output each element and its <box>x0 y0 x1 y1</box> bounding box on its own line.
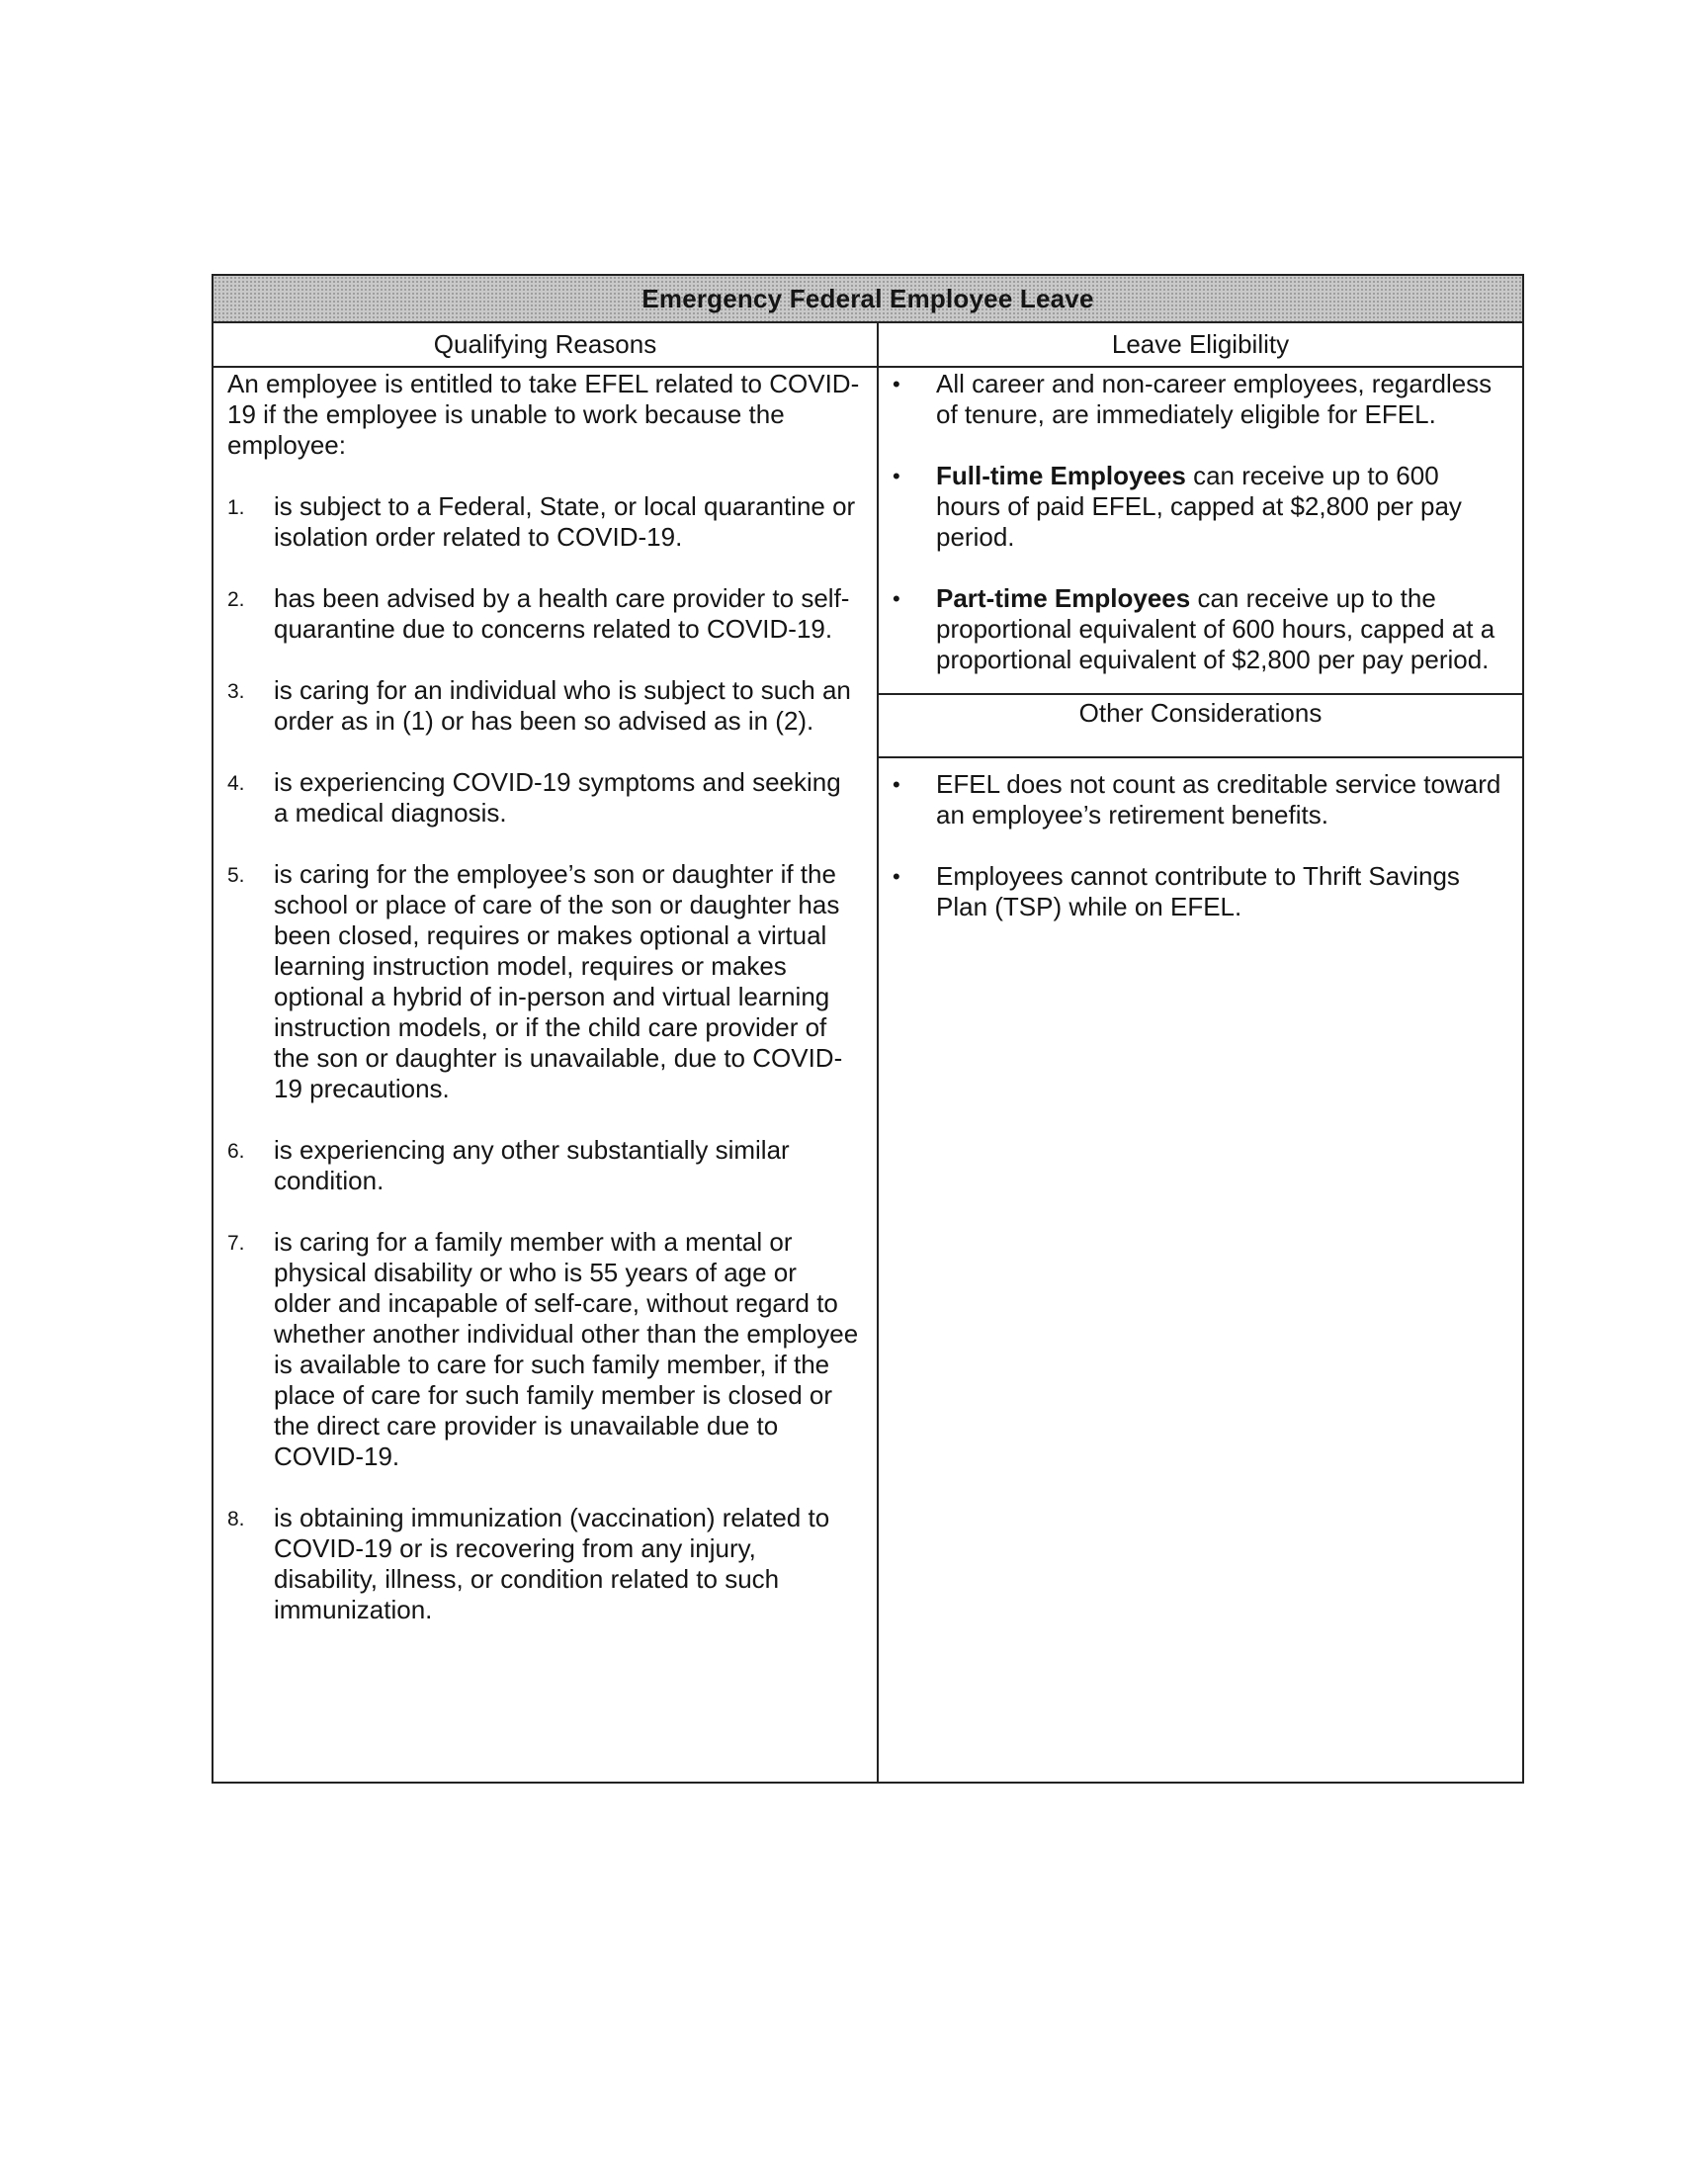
reason-text: is experiencing any other substantially similar condition. <box>274 1135 790 1195</box>
reason-text: is experiencing COVID-19 symptoms and seeking a medical diagnosis. <box>274 767 841 828</box>
bullet-icon: • <box>893 772 900 797</box>
consideration-text: EFEL does not count as creditable service toward an employee’s retirement benefits. <box>936 769 1501 830</box>
leave-eligibility-header: Leave Eligibility <box>879 323 1522 368</box>
reason-text: is subject to a Federal, State, or local quarantine or isolation order related to COVID-19. <box>274 491 856 552</box>
reason-number: 1. <box>227 496 245 519</box>
reason-number: 7. <box>227 1232 245 1255</box>
reason-item <box>227 583 860 645</box>
reason-text: is obtaining immunization (vaccination) related to COVID-19 or is recovering from any injury, disability, illness, or condition related to such immunization. <box>274 1503 830 1624</box>
consideration-item <box>879 769 1502 830</box>
bullet-icon: • <box>893 372 900 396</box>
consideration-text: Employees cannot contribute to Thrift Savings Plan (TSP) while on EFEL. <box>936 861 1460 921</box>
reason-item <box>227 1135 860 1196</box>
eligibility-text: All career and non-career employees, regardless of tenure, are immediately eligible for EFEL. <box>936 369 1493 429</box>
reason-item <box>227 1227 860 1472</box>
eligibility-item <box>879 461 1502 553</box>
eligibility-list <box>879 369 1522 675</box>
bullet-icon: • <box>893 464 900 488</box>
bullet-icon: • <box>893 586 900 611</box>
qualifying-reasons-header: Qualifying Reasons <box>214 323 877 368</box>
bullet-icon: • <box>893 864 900 889</box>
reason-number: 3. <box>227 680 245 703</box>
reason-item <box>227 859 860 1104</box>
reason-number: 6. <box>227 1140 245 1163</box>
eligibility-bold-label: Full-time Employees <box>936 461 1186 490</box>
reason-text: is caring for an individual who is subject to such an order as in (1) or has been so advised as in (2). <box>274 675 851 736</box>
consideration-item <box>879 861 1502 922</box>
reason-item <box>227 767 860 829</box>
table-title: Emergency Federal Employee Leave <box>214 276 1522 323</box>
eligibility-bold-label: Part-time Employees <box>936 583 1191 613</box>
intro-text: An employee is entitled to take EFEL related to COVID-19 if the employee is unable to work because the employee: <box>227 369 860 460</box>
reason-item <box>227 675 860 737</box>
eligibility-text: can receive up to the proportional equivalent of 600 hours, capped at a proportional equivalent of $2,800 per pay period. <box>936 583 1495 674</box>
reason-text: is caring for the employee’s son or daughter if the school or place of care of the son or daughter has been closed, requires or makes optional a virtual learning instruction model, requires or makes optional a hybrid of in-person and virtual learning instruction models, or if the child care provider of the son or daughter is unavailable, due to COVID-19 precautions. <box>274 859 843 1103</box>
reason-item <box>227 491 860 553</box>
reason-text: has been advised by a health care provider to self-quarantine due to concerns related to COVID-19. <box>274 583 850 644</box>
efel-table <box>212 274 1524 1784</box>
reason-number: 4. <box>227 772 245 795</box>
leave-eligibility-column <box>879 369 1522 953</box>
qualifying-reasons-column <box>227 369 860 1656</box>
eligibility-item <box>879 583 1502 675</box>
reason-number: 2. <box>227 588 245 611</box>
other-considerations-header: Other Considerations <box>879 693 1522 758</box>
eligibility-item <box>879 369 1502 430</box>
eligibility-text: can receive up to 600 hours of paid EFEL, capped at $2,800 per pay period. <box>936 461 1462 552</box>
reason-number: 8. <box>227 1508 245 1530</box>
reason-number: 5. <box>227 864 245 887</box>
other-considerations-list <box>879 769 1522 922</box>
reason-text: is caring for a family member with a mental or physical disability or who is 55 years of age or older and incapable of self-care, without regard to whether another individual other than the employee is available to care for such family member, if the place of care for such family member is closed or the direct care provider is unavailable due to COVID-19. <box>274 1227 859 1471</box>
reasons-list <box>227 491 860 1625</box>
reason-item <box>227 1503 860 1625</box>
